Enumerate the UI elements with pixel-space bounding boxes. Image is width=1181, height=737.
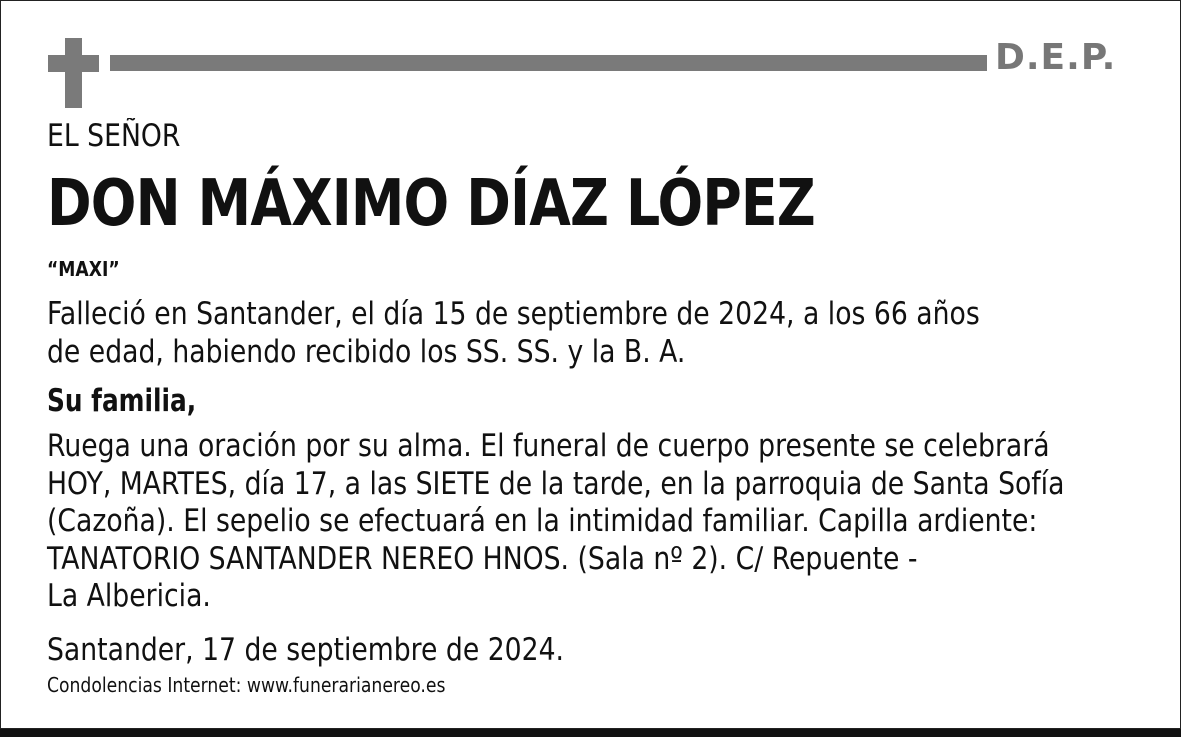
death-line: Falleció en Santander, el día 15 de septiembre de 2024, a los 66 años xyxy=(47,296,980,332)
header-rule xyxy=(110,55,987,71)
request-paragraph xyxy=(47,428,1064,616)
request-line: La Albericia. xyxy=(47,578,211,614)
condolences-link-text: Condolencias Internet: www.funerarianereo.es xyxy=(47,673,446,697)
request-line: Ruega una oración por su alma. El funeral de cuerpo presente se celebrará xyxy=(47,428,1050,464)
deceased-name: DON MÁXIMO DÍAZ LÓPEZ xyxy=(47,167,815,241)
request-line: (Cazoña). El sepelio se efectuará en la intimidad familiar. Capilla ardiente: xyxy=(47,503,1038,539)
family-label: Su familia, xyxy=(47,383,197,419)
nickname: “MAXI” xyxy=(47,257,120,281)
request-line: HOY, MARTES, día 17, a las SIETE de la tarde, en la parroquia de Santa Sofía xyxy=(47,465,1065,502)
dep-label: D.E.P. xyxy=(995,37,1117,78)
cross-icon-bar xyxy=(48,55,99,72)
place-date: Santander, 17 de septiembre de 2024. xyxy=(47,632,565,668)
bottom-border xyxy=(0,729,1181,737)
honorific: EL SEÑOR xyxy=(47,118,181,154)
death-line: de edad, habiendo recibido los SS. SS. y la B. A. xyxy=(47,333,686,370)
cross-icon xyxy=(65,38,82,108)
death-paragraph xyxy=(47,296,980,371)
request-line: TANATORIO SANTANDER NEREO HNOS. (Sala nº 2). C/ Repuente - xyxy=(47,540,918,577)
